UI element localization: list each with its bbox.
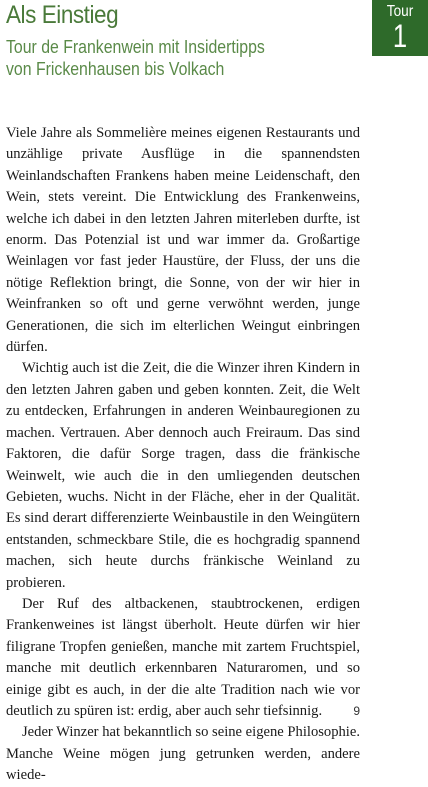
paragraph-3: Der Ruf des altbackenen, staubtrockenen, erdigen Frankenweines ist längst überholt. Heute dürfen wir hier filigrane Tropfen genießen, manche mit zartem Fruchtspiel, manche mit deutlich erkennbaren Naturaromen, und so einige gibt es auch, in der die alte Tradition nach wie vor deutlich zu spüren ist: erdig, aber auch sehr tiefsinnig.	[6, 595, 360, 719]
paragraph-4: Jeder Winzer hat bekanntlich so seine eigene Philosophie. Manche Weine mögen jung getrunken werden, andere wiede-	[6, 724, 360, 784]
chapter-title: Als Einstieg	[6, 1, 119, 29]
subtitle-line-2: von Frickenhausen bis Volkach	[6, 59, 225, 79]
paragraph-1: Viele Jahre als Sommelière meines eigenen Restaurants und unzählige private Ausflüge in die spannendsten Weinlandschaften Frankens haben meine Leidenschaft, den Wein, stets vereint. Die Entwicklung des Frankenweins, welche ich dabei in den letzten Jahren miterleben durfte, ist enorm. Das Potenzial ist und war immer da. Großartige Weinlagen vor fast jeder Haustüre, der Fluss, der uns die nötige Reflektion bringt, die Sonne, von der wir hier in Weinfranken so oft und gerne verwöhnt werden, junge Generationen, die sich im elterlichen Weingut einbringen dürfen.	[6, 125, 360, 356]
paragraph-2: Wichtig auch ist die Zeit, die die Winzer ihren Kindern in den letzten Jahren gaben und geben konnten. Zeit, die Welt zu entdecken, Erfahrungen in anderen Weinbauregionen zu machen. Vertrauen. Aber dennoch auch Freiraum. Das sind Faktoren, die dafür Sorge tragen, dass die fränkische Weinwelt, wie auch die in den umliegenden deutschen Gebieten, wuchs. Nicht in der Fläche, eher in der Qualität. Es sind derart differenzierte Weinbaustile in den Weingütern entstanden, schmeckbare Stile, die es hochgradig spannend machen, sich heute durchs fränkische Weinland zu probieren.	[6, 360, 360, 591]
tour-badge-label: Tour	[386, 3, 414, 20]
subtitle-line-1: Tour de Frankenwein mit Insidertipps	[6, 37, 265, 57]
tour-badge-number: 1	[392, 18, 408, 54]
body-text	[6, 123, 360, 787]
tour-badge	[372, 0, 428, 56]
page-number: 9	[353, 704, 360, 718]
chapter-subtitle	[6, 36, 323, 80]
